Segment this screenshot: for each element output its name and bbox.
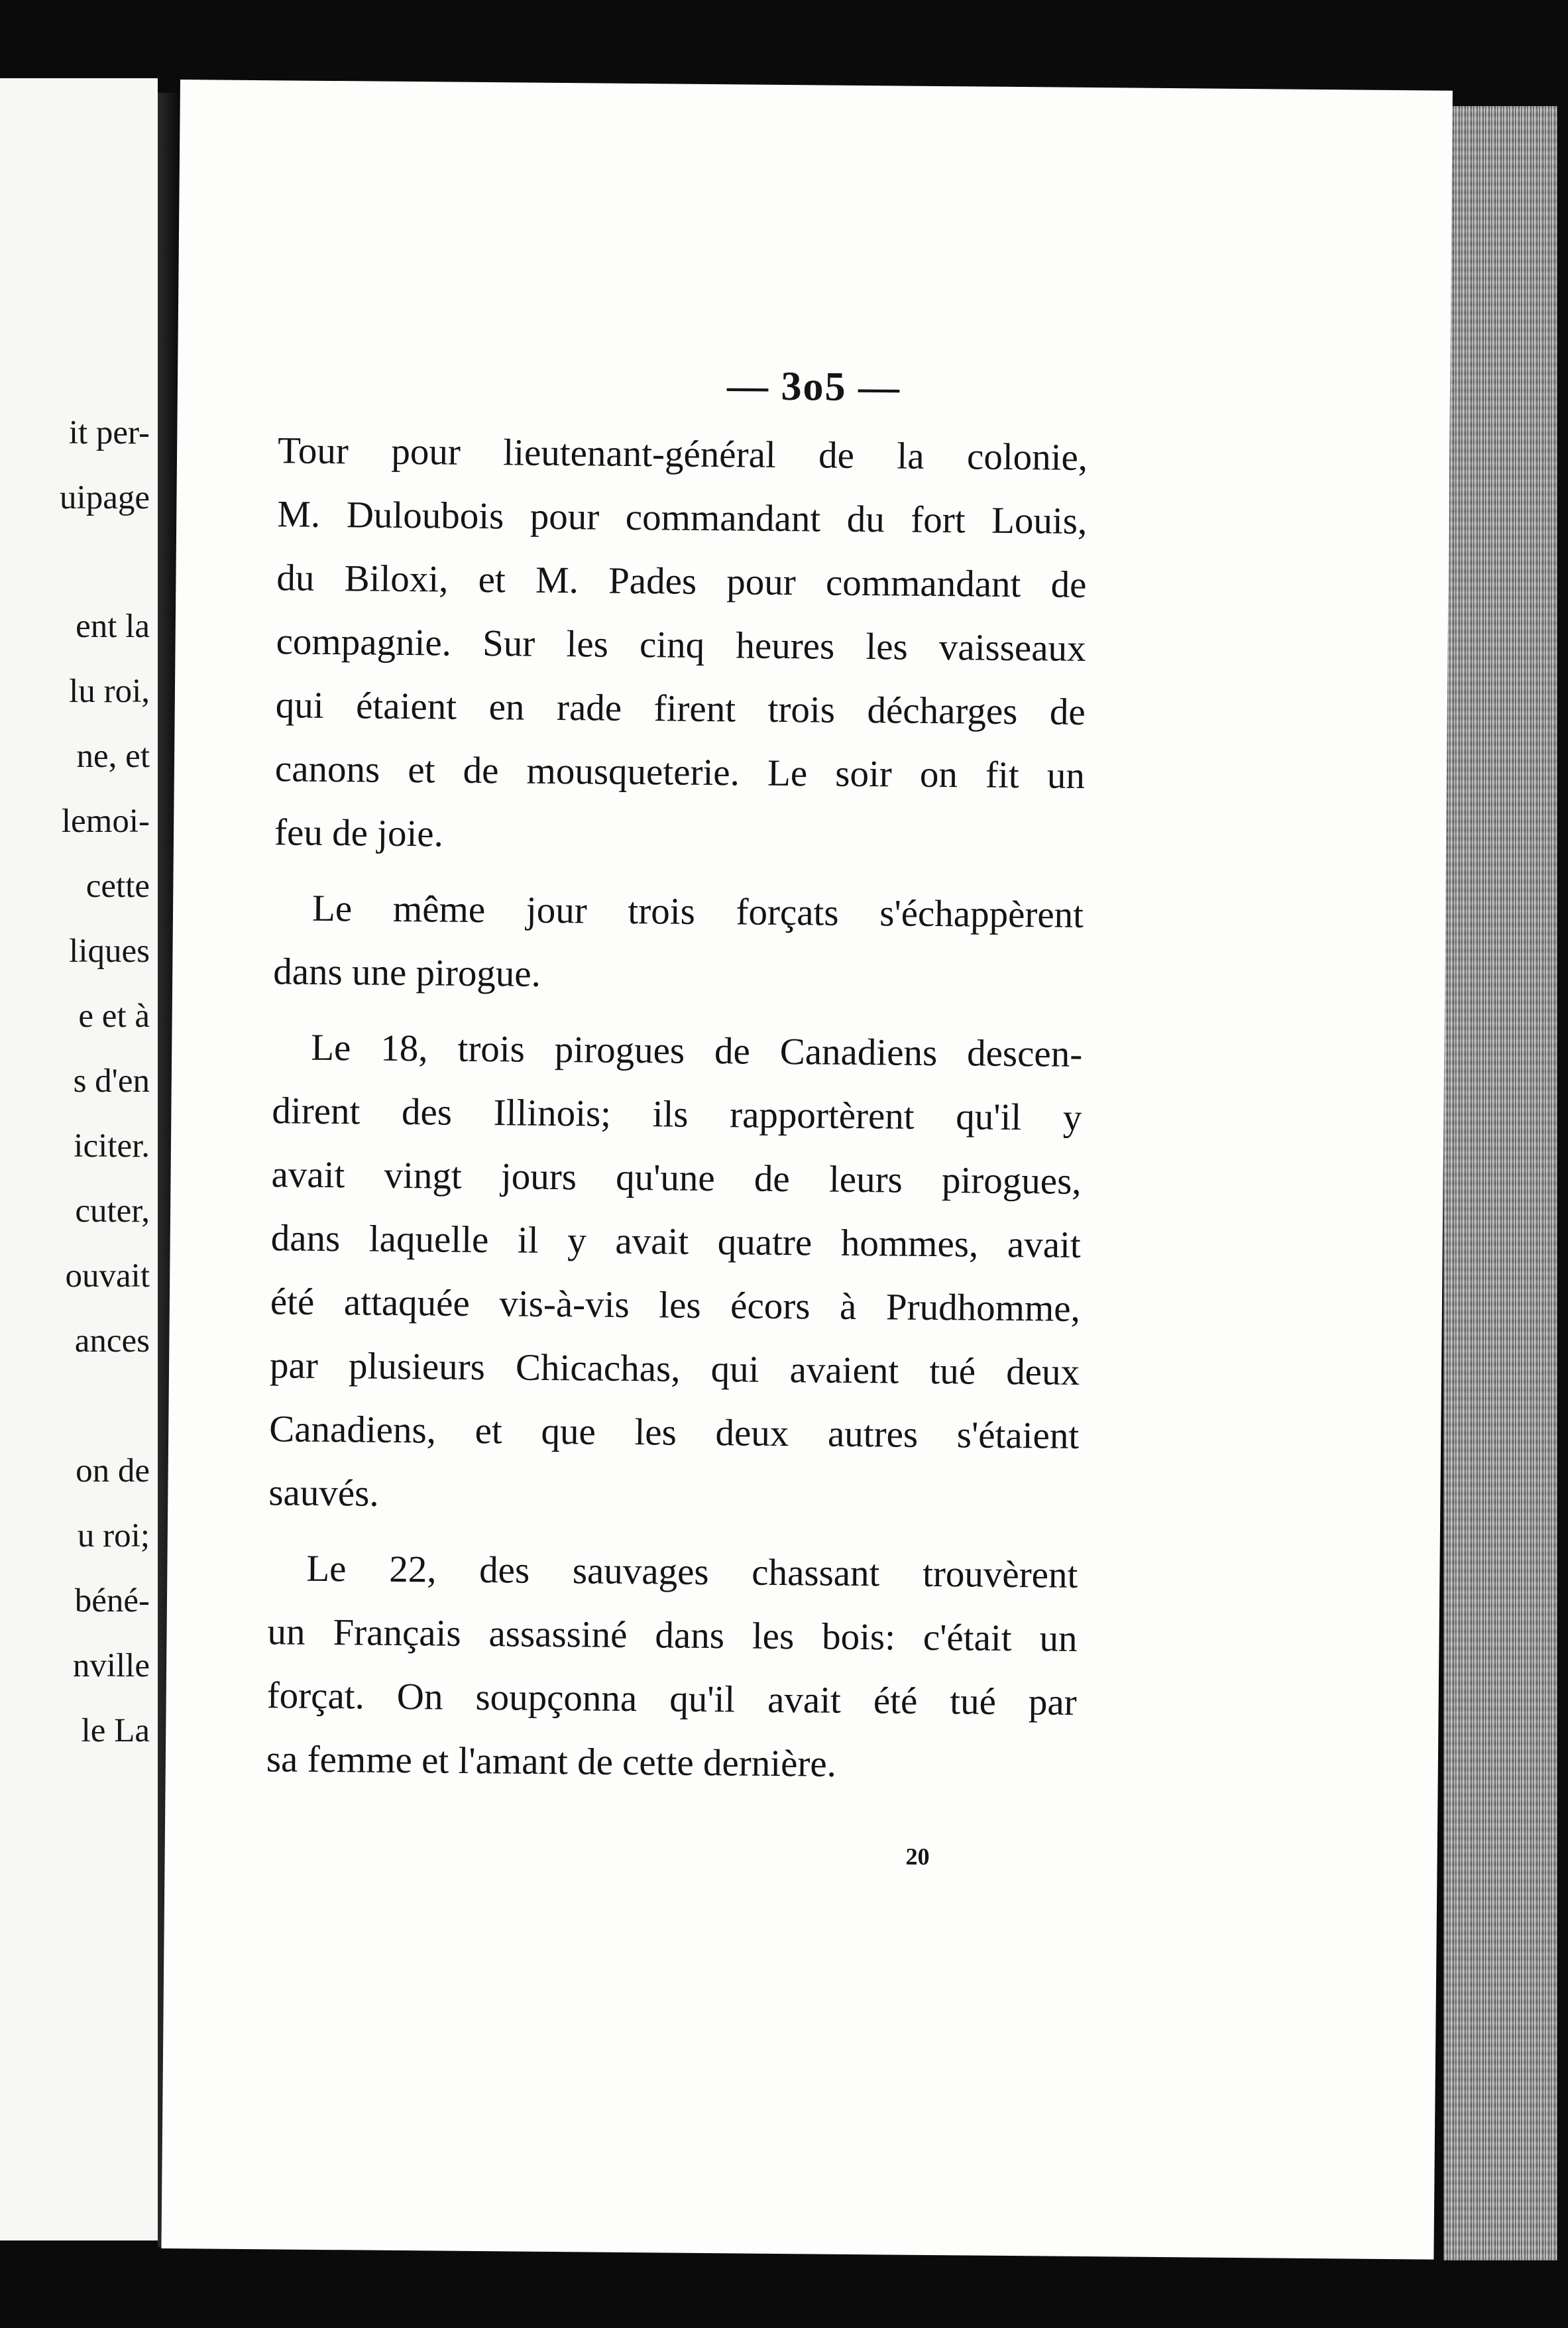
text-line: Tour pour lieutenant-général de la colonie,	[277, 430, 1088, 479]
text-line: M. Duloubois pour commandant du fort Louis,	[277, 493, 1088, 542]
text-line: dans une pirogue.	[272, 951, 541, 995]
book-page	[161, 80, 1452, 2260]
text-line: feu de joie.	[274, 811, 444, 855]
left-line: nville	[72, 1647, 150, 1684]
text-line: qui étaient en rade firent trois décharges de	[275, 684, 1086, 733]
text-line: sauvés.	[268, 1472, 379, 1515]
left-line: ent la	[76, 608, 150, 645]
text-line: Le même jour trois forçats s'échappèrent	[311, 887, 1084, 936]
text-line: Le 18, trois pirogues de Canadiens descen-	[310, 1026, 1083, 1075]
left-line: cette	[85, 868, 150, 905]
text-line: canons et de mousqueterie. Le soir on fit un	[274, 748, 1086, 797]
left-line: ances	[74, 1322, 150, 1360]
left-line: uipage	[60, 479, 150, 516]
left-line: it per-	[68, 414, 150, 451]
left-line: cuter,	[75, 1193, 150, 1230]
text-line: dirent des Illinois; ils rapportèrent qu'il y	[272, 1090, 1082, 1139]
left-line: iciter.	[74, 1128, 150, 1165]
text-line: Canadiens, et que les deux autres s'étaient	[268, 1408, 1080, 1457]
text-line: dans laquelle il y avait quatre hommes, avait	[270, 1217, 1081, 1266]
text-line: sa femme et l'amant de cette dernière.	[266, 1738, 837, 1785]
left-line: ne, et	[76, 738, 150, 775]
left-line: u roi;	[77, 1517, 150, 1554]
left-line: e et à	[78, 998, 150, 1035]
left-line: ouvait	[65, 1257, 150, 1295]
page-number-header: — 3o5 —	[726, 363, 901, 410]
text-line: un Français assassiné dans les bois: c'était un	[267, 1611, 1078, 1660]
left-line: lemoi-	[61, 803, 150, 840]
text-line: Le 22, des sauvages chassant trouvèrent	[306, 1547, 1078, 1596]
text-line: été attaquée vis-à-vis les écors à Prudhomme,	[270, 1281, 1081, 1330]
left-line: liques	[69, 933, 150, 970]
text-line: forçat. On soupçonna qu'il avait été tué par	[266, 1674, 1077, 1723]
left-line: béné-	[74, 1582, 150, 1619]
text-line: du Biloxi, et M. Pades pour commandant de	[276, 557, 1087, 606]
text-line: avait vingt jours qu'une de leurs pirogues,	[271, 1153, 1082, 1202]
text-line: compagnie. Sur les cinq heures les vaisseaux	[276, 620, 1086, 669]
signature-mark: 20	[905, 1843, 930, 1870]
left-line: s d'en	[73, 1063, 150, 1100]
page-edges	[1443, 106, 1557, 2260]
text-line: par plusieurs Chicachas, qui avaient tué deux	[269, 1344, 1080, 1393]
left-line: on de	[76, 1452, 150, 1489]
left-line: le La	[81, 1712, 150, 1749]
left-page-fragment	[0, 78, 158, 2241]
left-line: lu roi,	[69, 673, 150, 710]
